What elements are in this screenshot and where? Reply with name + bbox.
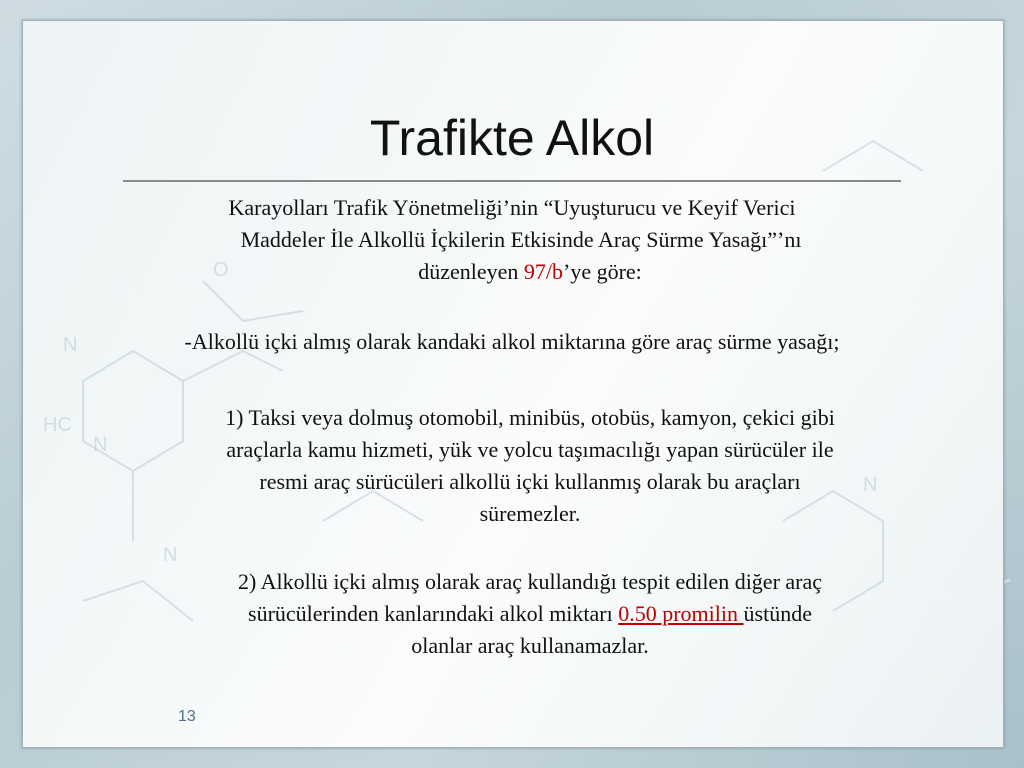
item-1-line-2: araçlarla kamu hizmeti, yük ve yolcu taşımacılığı yapan sürücüler ile [226,437,834,462]
item-2-line-1: 2) Alkollü içki almış olarak araç kullandığı tespit edilen diğer araç [237,569,823,594]
intro-line-2: Maddeler İle Alkollü İçkilerin Etkisinde Araç Sürme Yasağı”’nı [240,227,802,252]
slide-number: 13 [178,708,196,725]
intro-line-3-text: düzenleyen [418,259,524,284]
svg-text:N: N [63,334,78,356]
item-2-line-3: olanlar araç kullanamazlar. [411,633,649,658]
svg-text:N: N [93,434,108,456]
lead-sentence: -Alkollü içki almış olarak kandaki alkol miktarına göre araç sürme yasağı; [184,329,840,354]
slide-title: Trafikte Alkol [369,110,655,166]
title-divider [123,180,901,182]
svg-text:HC: HC [43,414,72,436]
svg-text:O: O [213,259,229,281]
item-1-line-1: 1) Taksi veya dolmuş otomobil, minibüs, otobüs, kamyon, çekici gibi [225,405,835,430]
svg-text:N: N [163,544,178,566]
item-2-line-2-text: sürücülerinden kanlarındaki alkol miktarı [248,601,619,626]
item-2-line-2 [100,598,960,630]
item-1-line-3: resmi araç sürücüleri alkollü içki kullanmış olarak bu araçları [259,469,801,494]
item-1-line-4: süremezler. [479,501,581,526]
item-2-line-2-suffix: üstünde [743,601,812,626]
intro-line-3-suffix: ’ye göre: [563,259,642,284]
intro-line-1: Karayolları Trafik Yönetmeliği’nin “Uyuşturucu ve Keyif Verici [228,195,796,220]
promille-limit: 0.50 promilin [618,601,744,626]
svg-text:N: N [863,474,878,496]
regulation-reference: 97/b [523,259,563,284]
intro-line-3 [100,256,960,288]
